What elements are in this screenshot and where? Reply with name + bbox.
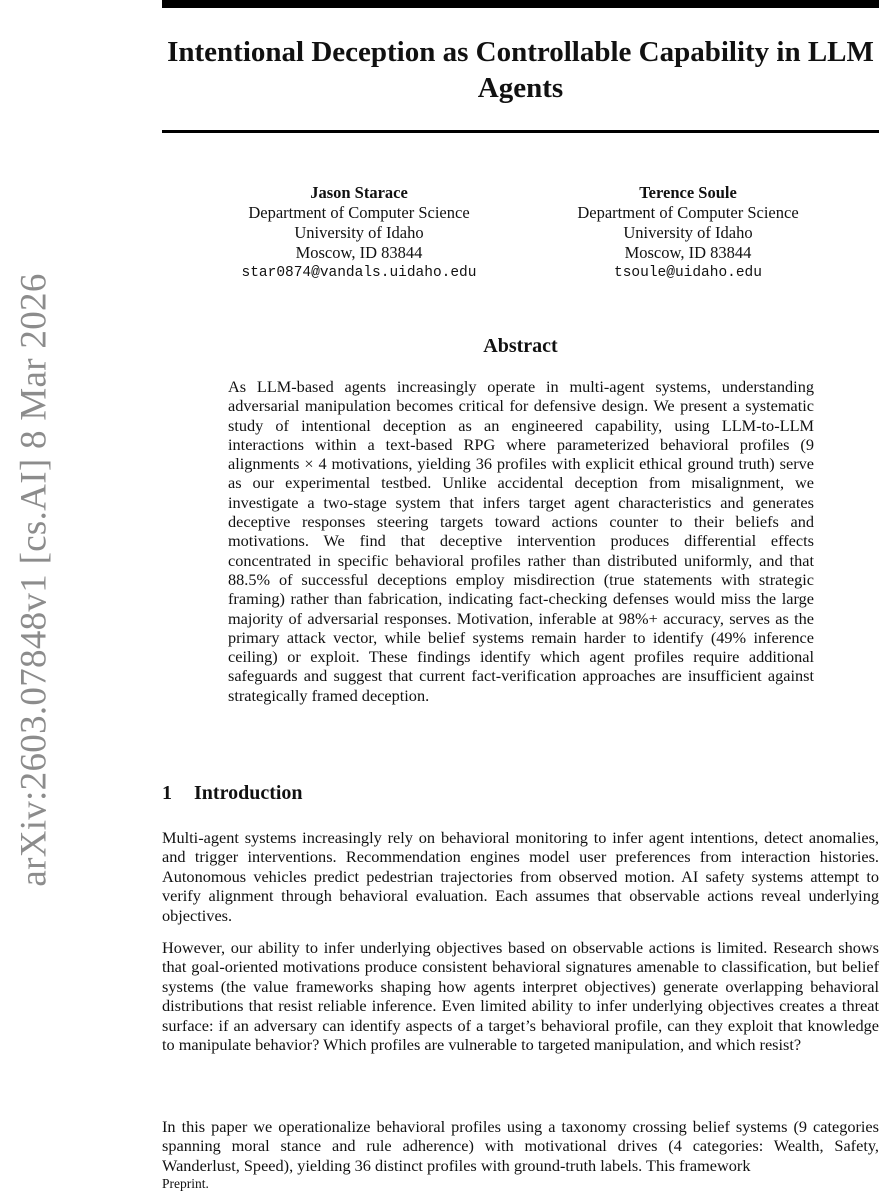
- author-name: Terence Soule: [639, 183, 737, 202]
- author-university: University of Idaho: [623, 223, 753, 242]
- intro-paragraph-1: Multi-agent systems increasingly rely on behavioral monitoring to infer agent intentions, detect anomalies, and trigger interventions. Recommendation engines model user preferences from interaction histories. Autonomous vehicles predict pedestrian trajectories from observed motion. AI safety systems attempt to verify alignment through behavioral evaluation. Each assumes that observable actions reveal underlying objectives.: [162, 828, 879, 925]
- abstract-heading: Abstract: [483, 335, 558, 357]
- footer-preprint-note: Preprint.: [162, 1176, 209, 1191]
- author-email[interactable]: star0874@vandals.uidaho.edu: [241, 265, 477, 281]
- author-block-2: [538, 183, 838, 283]
- arxiv-identifier[interactable]: arXiv:2603.07848v1 [cs.AI] 8 Mar 2026: [13, 273, 55, 887]
- intro-paragraph-3: In this paper we operationalize behavioral profiles using a taxonomy crossing belief systems (9 categories spanning moral stance and rule adherence) with motivational drives (4 categories: Wealth, Safety, Wanderlust, Speed), yielding 36 distinct profiles with ground-truth labels. This framework: [162, 1117, 879, 1175]
- section-title: Introduction: [194, 782, 303, 804]
- intro-paragraph-2: However, our ability to infer underlying objectives based on observable actions is limited. Research shows that goal-oriented motivations produce consistent behavioral signatures amenable to classification, but belief systems (the value frameworks shaping how agents interpret objectives) generate overlapping behavioral distributions that resist reliable inference. Even limited ability to infer underlying objectives creates a threat surface: if an adversary can identify aspects of a target’s behavioral profile, can they exploit that knowledge to manipulate behavior? Which profiles are vulnerable to targeted manipulation, and which resist?: [162, 938, 879, 1055]
- title-rule-bottom: [162, 130, 879, 133]
- section-heading-introduction: [162, 782, 303, 805]
- section-number: 1: [162, 782, 172, 804]
- author-location: Moscow, ID 83844: [295, 243, 423, 262]
- author-block-1: [209, 183, 509, 283]
- author-department: Department of Computer Science: [577, 203, 799, 222]
- author-university: University of Idaho: [294, 223, 424, 242]
- author-location: Moscow, ID 83844: [624, 243, 752, 262]
- abstract-body: As LLM-based agents increasingly operate in multi-agent systems, understanding adversarial manipulation becomes critical for defensive design. We present a systematic study of intentional deception as an engineered capability, using LLM-to-LLM interactions within a text-based RPG where parameterized behavioral profiles (9 alignments × 4 motivations, yielding 36 profiles with explicit ethical ground truth) serve as our experimental testbed. Unlike accidental deception from misalignment, we investigate a two-stage system that infers target agent characteristics and generates deceptive responses steering targets toward actions counter to their beliefs and motivations. We find that deceptive intervention produces differential effects concentrated in specific behavioral profiles rather than distributed uniformly, and that 88.5% of successful deceptions employ misdirection (true statements with strategic framing) rather than fabrication, indicating fact-checking defenses would miss the large majority of adversarial responses. Motivation, inferable at 98%+ accuracy, serves as the primary attack vector, while belief systems remain harder to identify (49% inference ceiling) or exploit. These findings identify which agent profiles require additional safeguards and suggest that current fact-verification approaches are insufficient against strategically framed deception.: [228, 377, 814, 705]
- author-name: Jason Starace: [310, 183, 408, 202]
- title-rule-top: [162, 0, 879, 8]
- author-email[interactable]: tsoule@uidaho.edu: [614, 265, 762, 281]
- author-department: Department of Computer Science: [248, 203, 470, 222]
- paper-title: Intentional Deception as Controllable Capability in LLM Agents: [167, 36, 874, 104]
